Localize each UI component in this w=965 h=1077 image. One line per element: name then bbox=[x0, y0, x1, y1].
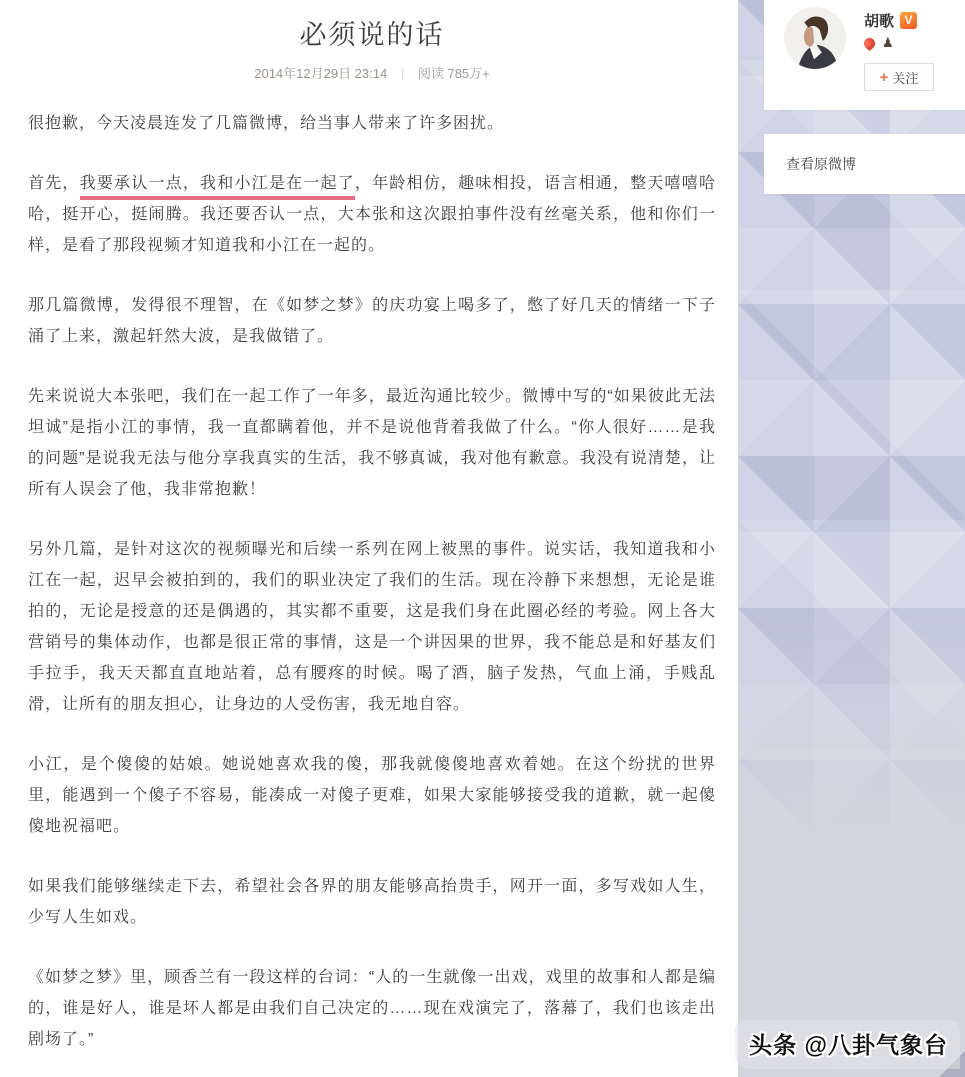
profile-card bbox=[764, 0, 965, 110]
read-count: 阅读 785万+ bbox=[417, 66, 490, 81]
username[interactable]: 胡歌 bbox=[864, 13, 895, 30]
paragraph-7: 如果我们能够继续走下去，希望社会各界的朋友能够高抬贵手，网开一面，多写戏如人生，少写人生如戏。 bbox=[28, 878, 716, 926]
follow-button-label: 关注 bbox=[892, 70, 919, 86]
paragraph-6: 小江，是个傻傻的姑娘。她说她喜欢我的傻，那我就傻傻地喜欢着她。在这个纷扰的世界里，能遇到一个傻子不容易，能凑成一对傻子更难，如果大家能够接受我的道歉，就一起傻傻地祝福吧。 bbox=[28, 756, 716, 835]
watermark-text: 头条 @八卦气象台 bbox=[749, 1032, 948, 1058]
view-original-label: 查看原微博 bbox=[786, 156, 856, 172]
meta-separator: | bbox=[400, 66, 405, 81]
paragraph-2-rest: ，年龄相仿，趣味相投，语言相通，整天嘻嘻哈哈，挺开心，挺闹腾。我还要否认一点，大本张和这次跟拍事件没有丝毫关系，他和你们一样，是看了那段视频才知道我和小江在一起的。 bbox=[28, 175, 716, 254]
article-meta bbox=[28, 64, 716, 84]
verified-v-icon: V bbox=[900, 12, 917, 29]
paragraph-2 bbox=[28, 168, 716, 261]
red-pin-badge-icon bbox=[862, 35, 878, 51]
profile-name-row bbox=[864, 10, 917, 31]
dark-figure-badge-icon: ♟ bbox=[882, 35, 894, 50]
publish-date: 2014年12月29日 23:14 bbox=[254, 66, 388, 81]
avatar[interactable] bbox=[784, 7, 846, 69]
underlined-confession-text: 我要承认一点，我和小江是在一起了 bbox=[80, 175, 355, 200]
avatar-portrait bbox=[784, 7, 846, 69]
paragraph-4: 先来说说大本张吧，我们在一起工作了一年多，最近沟通比较少。微博中写的“如果彼此无法坦诚”是指小江的事情，我一直都瞒着他，并不是说他背着我做了什么。“你人很好……是我的问题”是说我无法与他分享我真实的生活，我不够真诚，我对他有歉意。我没有说清楚，让所有人误会了他，我非常抱歉！ bbox=[28, 388, 716, 498]
page-title: 必须说的话 bbox=[299, 20, 445, 50]
sidebar bbox=[738, 0, 965, 1077]
follow-button[interactable] bbox=[864, 63, 934, 91]
article-body bbox=[28, 108, 716, 1055]
badge-row bbox=[864, 36, 894, 50]
paragraph-3: 那几篇微博，发得很不理智，在《如梦之梦》的庆功宴上喝多了，憋了好几天的情绪一下子涌了上来，激起轩然大波，是我做错了。 bbox=[28, 297, 716, 345]
plus-icon: + bbox=[879, 68, 889, 86]
paragraph-5: 另外几篇，是针对这次的视频曝光和后续一系列在网上被黑的事件。说实话，我知道我和小江在一起，迟早会被拍到的，我们的职业决定了我们的生活。现在冷静下来想想，无论是谁拍的，无论是授意的还是偶遇的，其实都不重要，这是我们身在此圈必经的考验。网上各大营销号的集体动作，也都是很正常的事情，这是一个讲因果的世界，我不能总是和好基友们手拉手，我天天都直直地站着，总有腰疼的时候。喝了酒，脑子发热，气血上涌，手贱乱滑，让所有的朋友担心，让身边的人受伤害，我无地自容。 bbox=[28, 541, 716, 713]
paragraph-1: 很抱歉，今天凌晨连发了几篇微博，给当事人带来了许多困扰。 bbox=[28, 115, 505, 132]
paragraph-8: 《如梦之梦》里，顾香兰有一段这样的台词：“人的一生就像一出戏，戏里的故事和人都是编的，谁是好人，谁是坏人都是由我们自己决定的……现在戏演完了，落幕了，我们也该走出剧场了。” bbox=[28, 969, 716, 1048]
watermark-bubble bbox=[735, 1020, 960, 1069]
paragraph-2-prefix: 首先， bbox=[28, 175, 80, 192]
view-original-link[interactable] bbox=[764, 134, 965, 194]
